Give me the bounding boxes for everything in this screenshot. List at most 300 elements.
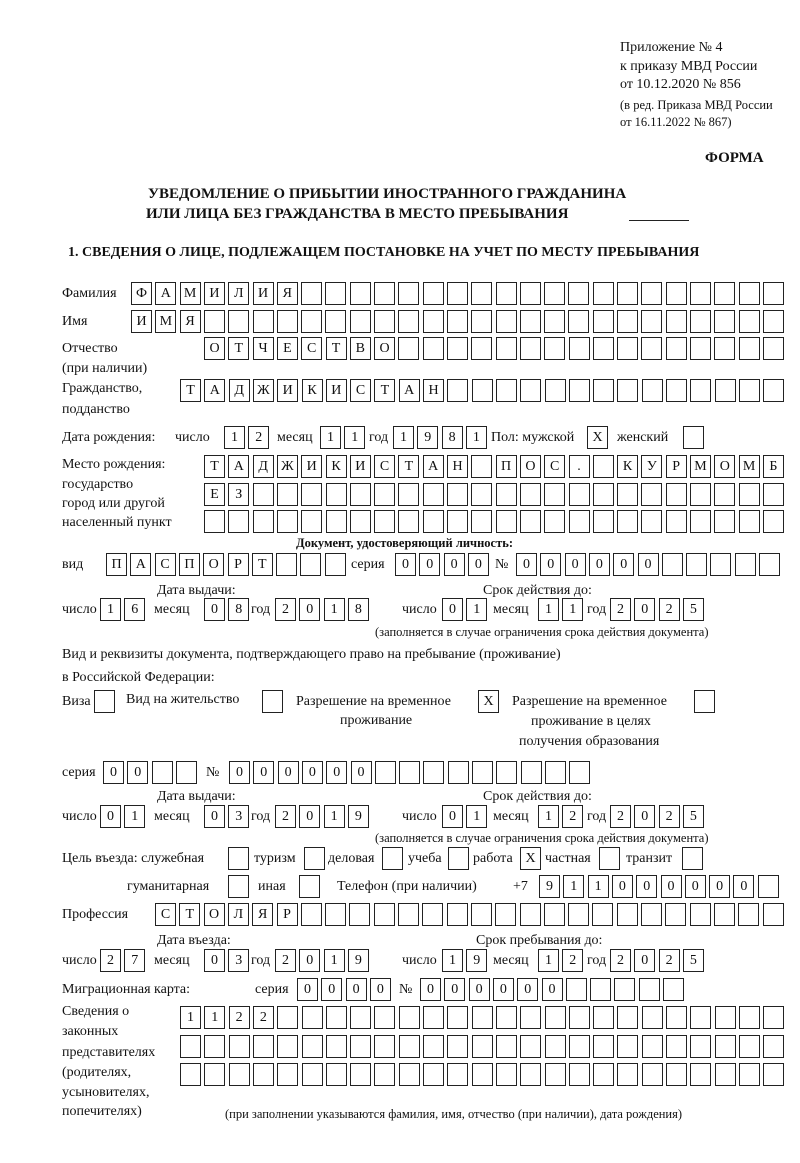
doc-issue-day-field[interactable] bbox=[100, 598, 149, 620]
char-cell[interactable]: 0 bbox=[613, 553, 634, 576]
char-cell[interactable]: 2 bbox=[275, 949, 296, 972]
char-cell[interactable]: А bbox=[423, 455, 444, 478]
char-cell[interactable]: 1 bbox=[324, 949, 345, 972]
char-cell[interactable] bbox=[374, 282, 395, 305]
char-cell[interactable] bbox=[228, 847, 249, 870]
char-cell[interactable]: 2 bbox=[659, 805, 680, 828]
char-cell[interactable]: 0 bbox=[634, 949, 655, 972]
char-cell[interactable] bbox=[593, 1006, 614, 1029]
char-cell[interactable] bbox=[277, 1063, 298, 1086]
char-cell[interactable] bbox=[617, 1063, 638, 1086]
char-cell[interactable] bbox=[374, 1035, 395, 1058]
char-cell[interactable]: 2 bbox=[562, 805, 583, 828]
char-cell[interactable] bbox=[302, 1006, 323, 1029]
char-cell[interactable]: 1 bbox=[538, 949, 559, 972]
char-cell[interactable]: Н bbox=[423, 379, 444, 402]
doc-series-field[interactable] bbox=[395, 553, 492, 575]
char-cell[interactable]: Б bbox=[763, 455, 784, 478]
stay-year-field[interactable] bbox=[610, 949, 707, 971]
char-cell[interactable] bbox=[568, 903, 589, 926]
char-cell[interactable] bbox=[690, 310, 711, 333]
doc-valid-day-field[interactable] bbox=[442, 598, 491, 620]
char-cell[interactable] bbox=[544, 282, 565, 305]
char-cell[interactable] bbox=[326, 1006, 347, 1029]
char-cell[interactable] bbox=[590, 978, 611, 1001]
char-cell[interactable] bbox=[617, 903, 638, 926]
char-cell[interactable] bbox=[471, 903, 492, 926]
char-cell[interactable]: 0 bbox=[253, 761, 274, 784]
char-cell[interactable] bbox=[301, 310, 322, 333]
purpose-business-checkbox[interactable] bbox=[382, 847, 406, 869]
char-cell[interactable] bbox=[350, 1063, 371, 1086]
char-cell[interactable]: 0 bbox=[468, 553, 489, 576]
char-cell[interactable] bbox=[641, 483, 662, 506]
char-cell[interactable]: 1 bbox=[124, 805, 145, 828]
char-cell[interactable] bbox=[496, 282, 517, 305]
char-cell[interactable]: Я bbox=[277, 282, 298, 305]
doc-valid-year-field[interactable] bbox=[610, 598, 707, 620]
char-cell[interactable] bbox=[690, 1006, 711, 1029]
char-cell[interactable]: 0 bbox=[419, 553, 440, 576]
char-cell[interactable] bbox=[545, 761, 566, 784]
char-cell[interactable]: 1 bbox=[538, 805, 559, 828]
char-cell[interactable]: 2 bbox=[610, 805, 631, 828]
char-cell[interactable] bbox=[758, 875, 779, 898]
char-cell[interactable]: О bbox=[520, 455, 541, 478]
birth-place-field-1[interactable] bbox=[204, 455, 787, 477]
char-cell[interactable] bbox=[690, 337, 711, 360]
char-cell[interactable] bbox=[617, 1006, 638, 1029]
char-cell[interactable]: У bbox=[641, 455, 662, 478]
char-cell[interactable] bbox=[763, 1006, 784, 1029]
char-cell[interactable]: Ж bbox=[253, 379, 274, 402]
char-cell[interactable] bbox=[447, 510, 468, 533]
char-cell[interactable] bbox=[326, 510, 347, 533]
char-cell[interactable] bbox=[666, 310, 687, 333]
char-cell[interactable]: А bbox=[228, 455, 249, 478]
char-cell[interactable] bbox=[302, 1063, 323, 1086]
char-cell[interactable]: 9 bbox=[417, 426, 438, 449]
char-cell[interactable]: Е bbox=[204, 483, 225, 506]
char-cell[interactable] bbox=[152, 761, 173, 784]
char-cell[interactable]: Т bbox=[180, 379, 201, 402]
char-cell[interactable] bbox=[763, 379, 784, 402]
sex-male-checkbox[interactable] bbox=[587, 426, 611, 448]
char-cell[interactable]: 1 bbox=[562, 598, 583, 621]
stay-month-field[interactable] bbox=[538, 949, 587, 971]
char-cell[interactable] bbox=[496, 310, 517, 333]
mc-number-field[interactable] bbox=[420, 978, 687, 1000]
char-cell[interactable] bbox=[326, 1063, 347, 1086]
char-cell[interactable]: 0 bbox=[346, 978, 367, 1001]
char-cell[interactable]: Я bbox=[180, 310, 201, 333]
char-cell[interactable] bbox=[520, 1006, 541, 1029]
char-cell[interactable]: 1 bbox=[588, 875, 609, 898]
char-cell[interactable]: А bbox=[204, 379, 225, 402]
char-cell[interactable]: Т bbox=[252, 553, 273, 576]
char-cell[interactable] bbox=[448, 761, 469, 784]
char-cell[interactable] bbox=[447, 282, 468, 305]
char-cell[interactable] bbox=[349, 903, 370, 926]
char-cell[interactable] bbox=[545, 1006, 566, 1029]
char-cell[interactable] bbox=[715, 1006, 736, 1029]
char-cell[interactable] bbox=[301, 483, 322, 506]
char-cell[interactable] bbox=[471, 282, 492, 305]
representatives-field-2[interactable] bbox=[180, 1035, 788, 1057]
char-cell[interactable] bbox=[739, 282, 760, 305]
char-cell[interactable] bbox=[520, 483, 541, 506]
char-cell[interactable]: М bbox=[155, 310, 176, 333]
char-cell[interactable]: 1 bbox=[466, 598, 487, 621]
char-cell[interactable]: Л bbox=[228, 903, 249, 926]
doc-type-field[interactable] bbox=[106, 553, 349, 575]
char-cell[interactable] bbox=[447, 310, 468, 333]
char-cell[interactable] bbox=[763, 337, 784, 360]
char-cell[interactable]: 0 bbox=[103, 761, 124, 784]
char-cell[interactable] bbox=[568, 310, 589, 333]
char-cell[interactable] bbox=[325, 553, 346, 576]
char-cell[interactable] bbox=[617, 337, 638, 360]
char-cell[interactable]: А bbox=[155, 282, 176, 305]
char-cell[interactable] bbox=[180, 1035, 201, 1058]
char-cell[interactable] bbox=[683, 426, 704, 449]
char-cell[interactable]: А bbox=[130, 553, 151, 576]
char-cell[interactable] bbox=[471, 337, 492, 360]
char-cell[interactable]: Я bbox=[252, 903, 273, 926]
char-cell[interactable] bbox=[642, 1035, 663, 1058]
mc-series-field[interactable] bbox=[297, 978, 394, 1000]
char-cell[interactable] bbox=[569, 1035, 590, 1058]
char-cell[interactable] bbox=[447, 903, 468, 926]
char-cell[interactable] bbox=[472, 1063, 493, 1086]
char-cell[interactable] bbox=[763, 483, 784, 506]
char-cell[interactable] bbox=[763, 310, 784, 333]
char-cell[interactable] bbox=[739, 337, 760, 360]
char-cell[interactable]: Д bbox=[253, 455, 274, 478]
entry-year-field[interactable] bbox=[275, 949, 372, 971]
char-cell[interactable] bbox=[666, 1063, 687, 1086]
char-cell[interactable]: И bbox=[301, 455, 322, 478]
char-cell[interactable] bbox=[374, 903, 395, 926]
char-cell[interactable] bbox=[520, 282, 541, 305]
char-cell[interactable]: X bbox=[520, 847, 541, 870]
char-cell[interactable]: 2 bbox=[610, 598, 631, 621]
char-cell[interactable] bbox=[641, 310, 662, 333]
char-cell[interactable] bbox=[374, 310, 395, 333]
char-cell[interactable] bbox=[447, 483, 468, 506]
char-cell[interactable]: И bbox=[131, 310, 152, 333]
temp-permit-checkbox[interactable] bbox=[478, 690, 502, 712]
char-cell[interactable] bbox=[423, 1035, 444, 1058]
surname-field[interactable] bbox=[131, 282, 787, 304]
char-cell[interactable] bbox=[447, 1006, 468, 1029]
char-cell[interactable]: 0 bbox=[634, 805, 655, 828]
char-cell[interactable] bbox=[714, 903, 735, 926]
char-cell[interactable]: 5 bbox=[683, 598, 704, 621]
birth-month-field[interactable] bbox=[320, 426, 369, 448]
char-cell[interactable]: О bbox=[374, 337, 395, 360]
char-cell[interactable] bbox=[304, 847, 325, 870]
char-cell[interactable]: 0 bbox=[540, 553, 561, 576]
char-cell[interactable] bbox=[253, 1035, 274, 1058]
char-cell[interactable]: 0 bbox=[493, 978, 514, 1001]
doc-issue-month-field[interactable] bbox=[204, 598, 253, 620]
char-cell[interactable] bbox=[277, 310, 298, 333]
representatives-field-1[interactable] bbox=[180, 1006, 788, 1028]
char-cell[interactable] bbox=[735, 553, 756, 576]
char-cell[interactable] bbox=[544, 510, 565, 533]
char-cell[interactable] bbox=[642, 1006, 663, 1029]
char-cell[interactable]: 0 bbox=[442, 805, 463, 828]
char-cell[interactable] bbox=[253, 1063, 274, 1086]
char-cell[interactable] bbox=[398, 483, 419, 506]
char-cell[interactable] bbox=[617, 310, 638, 333]
purpose-study-checkbox[interactable] bbox=[448, 847, 472, 869]
char-cell[interactable]: Н bbox=[447, 455, 468, 478]
char-cell[interactable]: С bbox=[155, 903, 176, 926]
char-cell[interactable] bbox=[593, 455, 614, 478]
char-cell[interactable]: С bbox=[301, 337, 322, 360]
char-cell[interactable] bbox=[350, 483, 371, 506]
char-cell[interactable] bbox=[739, 1006, 760, 1029]
res-valid-month-field[interactable] bbox=[538, 805, 587, 827]
char-cell[interactable]: 1 bbox=[100, 598, 121, 621]
char-cell[interactable] bbox=[253, 510, 274, 533]
char-cell[interactable] bbox=[569, 337, 590, 360]
char-cell[interactable]: А bbox=[399, 379, 420, 402]
char-cell[interactable] bbox=[204, 1035, 225, 1058]
char-cell[interactable]: И bbox=[326, 379, 347, 402]
char-cell[interactable] bbox=[350, 510, 371, 533]
char-cell[interactable]: 1 bbox=[466, 426, 487, 449]
char-cell[interactable]: М bbox=[690, 455, 711, 478]
char-cell[interactable] bbox=[520, 1063, 541, 1086]
char-cell[interactable] bbox=[739, 510, 760, 533]
char-cell[interactable] bbox=[448, 847, 469, 870]
char-cell[interactable] bbox=[520, 510, 541, 533]
char-cell[interactable]: 9 bbox=[466, 949, 487, 972]
char-cell[interactable]: 0 bbox=[661, 875, 682, 898]
char-cell[interactable]: Т bbox=[374, 379, 395, 402]
char-cell[interactable]: X bbox=[478, 690, 499, 713]
char-cell[interactable] bbox=[472, 1006, 493, 1029]
res-issue-month-field[interactable] bbox=[204, 805, 253, 827]
sex-female-checkbox[interactable] bbox=[683, 426, 707, 448]
purpose-tourism-checkbox[interactable] bbox=[304, 847, 328, 869]
char-cell[interactable] bbox=[399, 1035, 420, 1058]
char-cell[interactable] bbox=[447, 1063, 468, 1086]
char-cell[interactable] bbox=[662, 553, 683, 576]
char-cell[interactable]: С bbox=[374, 455, 395, 478]
char-cell[interactable]: 1 bbox=[324, 598, 345, 621]
char-cell[interactable] bbox=[229, 1035, 250, 1058]
char-cell[interactable] bbox=[763, 1063, 784, 1086]
char-cell[interactable]: Е bbox=[277, 337, 298, 360]
char-cell[interactable]: 0 bbox=[442, 598, 463, 621]
res-valid-year-field[interactable] bbox=[610, 805, 707, 827]
char-cell[interactable]: 1 bbox=[393, 426, 414, 449]
char-cell[interactable] bbox=[228, 310, 249, 333]
char-cell[interactable]: 1 bbox=[324, 805, 345, 828]
char-cell[interactable]: Т bbox=[398, 455, 419, 478]
char-cell[interactable]: 2 bbox=[248, 426, 269, 449]
char-cell[interactable] bbox=[277, 1035, 298, 1058]
char-cell[interactable] bbox=[398, 310, 419, 333]
char-cell[interactable] bbox=[301, 282, 322, 305]
char-cell[interactable] bbox=[253, 310, 274, 333]
char-cell[interactable]: Ж bbox=[277, 455, 298, 478]
char-cell[interactable] bbox=[544, 337, 565, 360]
char-cell[interactable]: 0 bbox=[278, 761, 299, 784]
char-cell[interactable] bbox=[642, 1063, 663, 1086]
char-cell[interactable] bbox=[641, 282, 662, 305]
char-cell[interactable] bbox=[496, 1063, 517, 1086]
char-cell[interactable] bbox=[496, 1006, 517, 1029]
char-cell[interactable]: 0 bbox=[351, 761, 372, 784]
char-cell[interactable] bbox=[714, 282, 735, 305]
char-cell[interactable] bbox=[472, 379, 493, 402]
char-cell[interactable]: 0 bbox=[326, 761, 347, 784]
char-cell[interactable]: 3 bbox=[228, 949, 249, 972]
char-cell[interactable]: 0 bbox=[127, 761, 148, 784]
patronymic-field[interactable] bbox=[204, 337, 787, 359]
char-cell[interactable] bbox=[325, 903, 346, 926]
purpose-humanitarian-checkbox[interactable] bbox=[228, 875, 252, 897]
res-number-field[interactable] bbox=[229, 761, 594, 783]
char-cell[interactable] bbox=[545, 379, 566, 402]
char-cell[interactable] bbox=[763, 903, 784, 926]
char-cell[interactable] bbox=[325, 310, 346, 333]
char-cell[interactable] bbox=[617, 483, 638, 506]
char-cell[interactable] bbox=[496, 483, 517, 506]
char-cell[interactable] bbox=[520, 337, 541, 360]
doc-valid-month-field[interactable] bbox=[538, 598, 587, 620]
char-cell[interactable]: 1 bbox=[538, 598, 559, 621]
char-cell[interactable] bbox=[398, 282, 419, 305]
char-cell[interactable]: Т bbox=[228, 337, 249, 360]
visa-checkbox[interactable] bbox=[94, 690, 118, 712]
char-cell[interactable] bbox=[276, 553, 297, 576]
char-cell[interactable] bbox=[545, 1035, 566, 1058]
char-cell[interactable] bbox=[690, 1035, 711, 1058]
char-cell[interactable]: 0 bbox=[229, 761, 250, 784]
char-cell[interactable] bbox=[617, 510, 638, 533]
char-cell[interactable] bbox=[617, 282, 638, 305]
char-cell[interactable] bbox=[690, 903, 711, 926]
char-cell[interactable]: 0 bbox=[709, 875, 730, 898]
char-cell[interactable] bbox=[180, 1063, 201, 1086]
char-cell[interactable]: 0 bbox=[395, 553, 416, 576]
profession-field[interactable] bbox=[155, 903, 787, 925]
char-cell[interactable]: 2 bbox=[659, 598, 680, 621]
char-cell[interactable] bbox=[715, 379, 736, 402]
char-cell[interactable] bbox=[593, 337, 614, 360]
char-cell[interactable] bbox=[641, 903, 662, 926]
char-cell[interactable]: 9 bbox=[348, 949, 369, 972]
char-cell[interactable]: 2 bbox=[610, 949, 631, 972]
char-cell[interactable] bbox=[569, 761, 590, 784]
char-cell[interactable] bbox=[423, 310, 444, 333]
char-cell[interactable] bbox=[471, 483, 492, 506]
char-cell[interactable]: 0 bbox=[634, 598, 655, 621]
char-cell[interactable] bbox=[592, 903, 613, 926]
char-cell[interactable] bbox=[520, 379, 541, 402]
char-cell[interactable] bbox=[375, 761, 396, 784]
char-cell[interactable]: 6 bbox=[124, 598, 145, 621]
char-cell[interactable] bbox=[759, 553, 780, 576]
char-cell[interactable]: Д bbox=[229, 379, 250, 402]
char-cell[interactable]: 0 bbox=[321, 978, 342, 1001]
char-cell[interactable]: 0 bbox=[299, 949, 320, 972]
char-cell[interactable]: П bbox=[496, 455, 517, 478]
char-cell[interactable]: 0 bbox=[589, 553, 610, 576]
char-cell[interactable] bbox=[472, 1035, 493, 1058]
char-cell[interactable] bbox=[690, 282, 711, 305]
char-cell[interactable] bbox=[471, 510, 492, 533]
char-cell[interactable]: 0 bbox=[444, 553, 465, 576]
doc-number-field[interactable] bbox=[516, 553, 783, 575]
char-cell[interactable] bbox=[738, 903, 759, 926]
char-cell[interactable]: 0 bbox=[297, 978, 318, 1001]
char-cell[interactable] bbox=[763, 282, 784, 305]
char-cell[interactable] bbox=[714, 510, 735, 533]
char-cell[interactable]: 0 bbox=[612, 875, 633, 898]
char-cell[interactable] bbox=[569, 379, 590, 402]
char-cell[interactable] bbox=[496, 510, 517, 533]
char-cell[interactable] bbox=[593, 483, 614, 506]
char-cell[interactable]: В bbox=[350, 337, 371, 360]
char-cell[interactable] bbox=[694, 690, 715, 713]
char-cell[interactable] bbox=[666, 510, 687, 533]
char-cell[interactable] bbox=[690, 483, 711, 506]
char-cell[interactable] bbox=[204, 510, 225, 533]
char-cell[interactable] bbox=[471, 310, 492, 333]
char-cell[interactable] bbox=[544, 483, 565, 506]
char-cell[interactable]: И bbox=[350, 455, 371, 478]
char-cell[interactable]: Т bbox=[179, 903, 200, 926]
char-cell[interactable]: О bbox=[714, 455, 735, 478]
char-cell[interactable] bbox=[682, 847, 703, 870]
char-cell[interactable]: X bbox=[587, 426, 608, 449]
char-cell[interactable] bbox=[545, 1063, 566, 1086]
char-cell[interactable] bbox=[593, 1063, 614, 1086]
char-cell[interactable] bbox=[686, 553, 707, 576]
char-cell[interactable] bbox=[739, 379, 760, 402]
char-cell[interactable] bbox=[326, 483, 347, 506]
purpose-private-checkbox[interactable] bbox=[599, 847, 623, 869]
char-cell[interactable] bbox=[666, 1006, 687, 1029]
char-cell[interactable] bbox=[350, 1006, 371, 1029]
char-cell[interactable] bbox=[301, 903, 322, 926]
char-cell[interactable] bbox=[423, 337, 444, 360]
char-cell[interactable] bbox=[447, 337, 468, 360]
char-cell[interactable] bbox=[350, 282, 371, 305]
char-cell[interactable] bbox=[176, 761, 197, 784]
doc-issue-year-field[interactable] bbox=[275, 598, 372, 620]
char-cell[interactable]: 0 bbox=[370, 978, 391, 1001]
char-cell[interactable] bbox=[593, 510, 614, 533]
char-cell[interactable] bbox=[569, 483, 590, 506]
char-cell[interactable]: З bbox=[228, 483, 249, 506]
char-cell[interactable]: Ф bbox=[131, 282, 152, 305]
char-cell[interactable] bbox=[593, 1035, 614, 1058]
char-cell[interactable]: 2 bbox=[229, 1006, 250, 1029]
char-cell[interactable] bbox=[714, 483, 735, 506]
char-cell[interactable] bbox=[617, 1035, 638, 1058]
char-cell[interactable]: Р bbox=[228, 553, 249, 576]
char-cell[interactable]: 0 bbox=[100, 805, 121, 828]
char-cell[interactable] bbox=[763, 1035, 784, 1058]
